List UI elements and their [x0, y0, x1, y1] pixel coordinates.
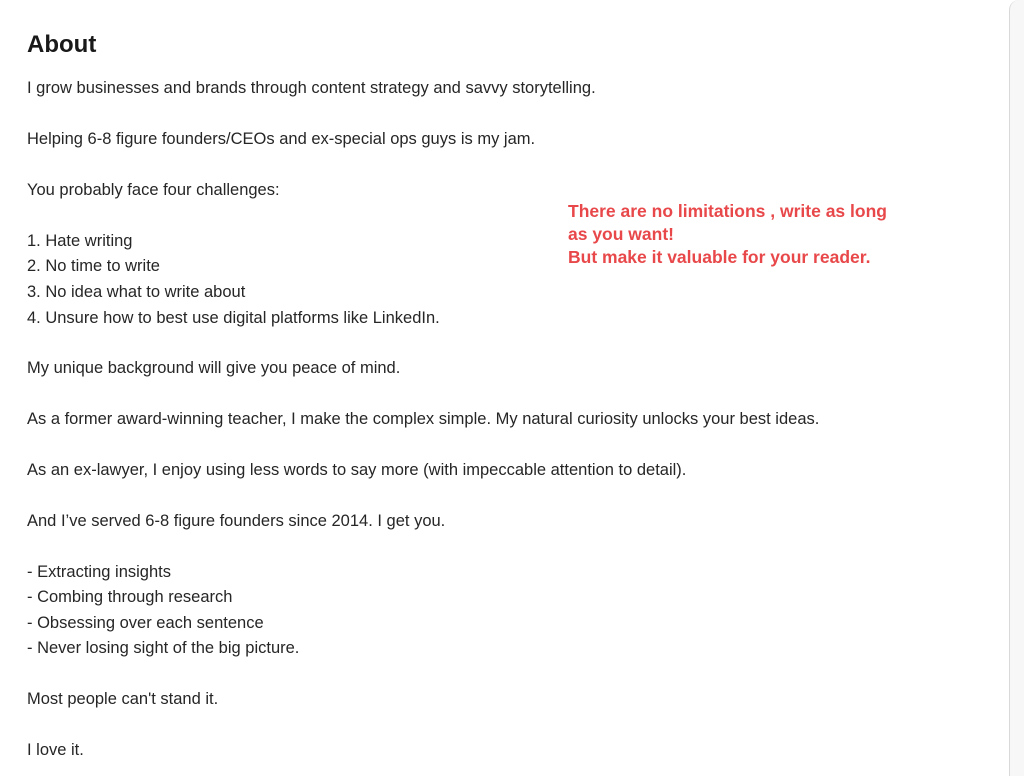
about-line-challenges-intro: You probably face four challenges: [27, 181, 280, 199]
about-line-experience: And I’ve served 6-8 figure founders since 2014. I get you. [27, 512, 446, 530]
annotation-line-1: There are no limitations , write as long [568, 201, 887, 221]
about-line-audience: Helping 6-8 figure founders/CEOs and ex-special ops guys is my jam. [27, 130, 536, 148]
about-line-intro: I grow businesses and brands through content strategy and savvy storytelling. [27, 79, 596, 97]
about-line-lawyer: As an ex-lawyer, I enjoy using less words to say more (with impeccable attention to detail). [27, 461, 687, 479]
about-line-love-it: I love it. [27, 741, 84, 759]
about-line-challenge-2: 2. No time to write [27, 257, 160, 275]
about-line-challenge-1: 1. Hate writing [27, 232, 133, 250]
about-line-bullet-2: - Combing through research [27, 588, 233, 606]
about-line-bullet-4: - Never losing sight of the big picture. [27, 639, 300, 657]
annotation-line-2: as you want! [568, 224, 674, 244]
about-line-most-people: Most people can't stand it. [27, 690, 219, 708]
about-line-teacher: As a former award-winning teacher, I make the complex simple. My natural curiosity unlocks your best ideas. [27, 410, 820, 428]
annotation-note [568, 200, 948, 269]
about-line-challenge-4: 4. Unsure how to best use digital platforms like LinkedIn. [27, 309, 440, 327]
about-line-bullet-1: - Extracting insights [27, 563, 171, 581]
about-line-background: My unique background will give you peace of mind. [27, 359, 401, 377]
about-heading: About [27, 31, 97, 58]
adjacent-card-edge [1009, 0, 1024, 776]
about-line-bullet-3: - Obsessing over each sentence [27, 614, 264, 632]
about-line-challenge-3: 3. No idea what to write about [27, 283, 246, 301]
annotation-line-3: But make it valuable for your reader. [568, 247, 871, 267]
